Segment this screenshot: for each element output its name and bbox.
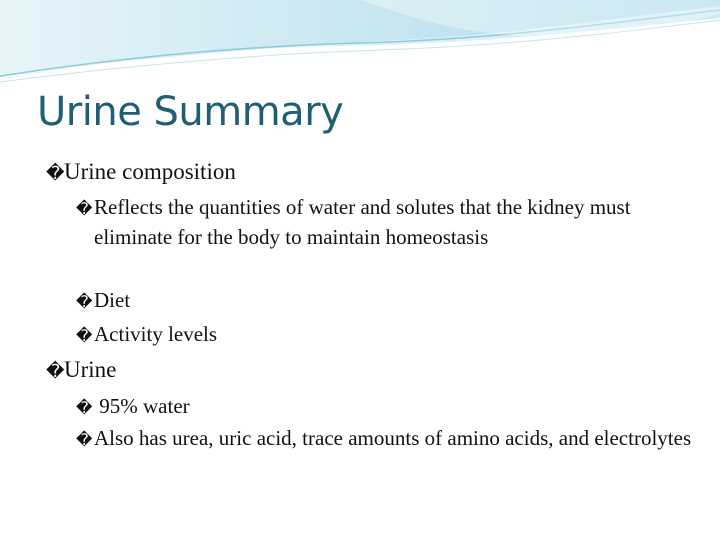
- bullet-item: [46, 158, 686, 188]
- bullet-text: Also has urea, uric acid, trace amounts of amino acids, and electrolytes: [94, 426, 692, 450]
- bullet-text: 95% water: [94, 394, 190, 418]
- bullet-glyph: �: [46, 163, 65, 184]
- sub-bullet-item: [76, 424, 704, 454]
- bullet-text: Activity levels: [94, 322, 218, 346]
- slide-title: Urine Summary: [37, 89, 344, 135]
- sub-bullet-item: [76, 286, 704, 316]
- bullet-text: Urine: [64, 357, 117, 382]
- sub-bullet-item: [76, 320, 704, 350]
- bullet-glyph: �: [76, 430, 93, 449]
- bullet-text: Reflects the quantities of water and solutes that the kidney must eliminate for the body to maintain homeostasis: [94, 195, 631, 249]
- bullet-glyph: �: [76, 398, 93, 417]
- bullet-text: Urine composition: [64, 159, 236, 184]
- bullet-glyph: �: [76, 199, 93, 218]
- bullet-glyph: �: [76, 326, 93, 345]
- bullet-glyph: �: [76, 292, 93, 311]
- sub-bullet-item: [76, 193, 704, 252]
- sub-bullet-item: [76, 392, 704, 422]
- bullet-item: [46, 356, 686, 386]
- bullet-text: Diet: [94, 288, 131, 312]
- bullet-glyph: �: [46, 361, 65, 382]
